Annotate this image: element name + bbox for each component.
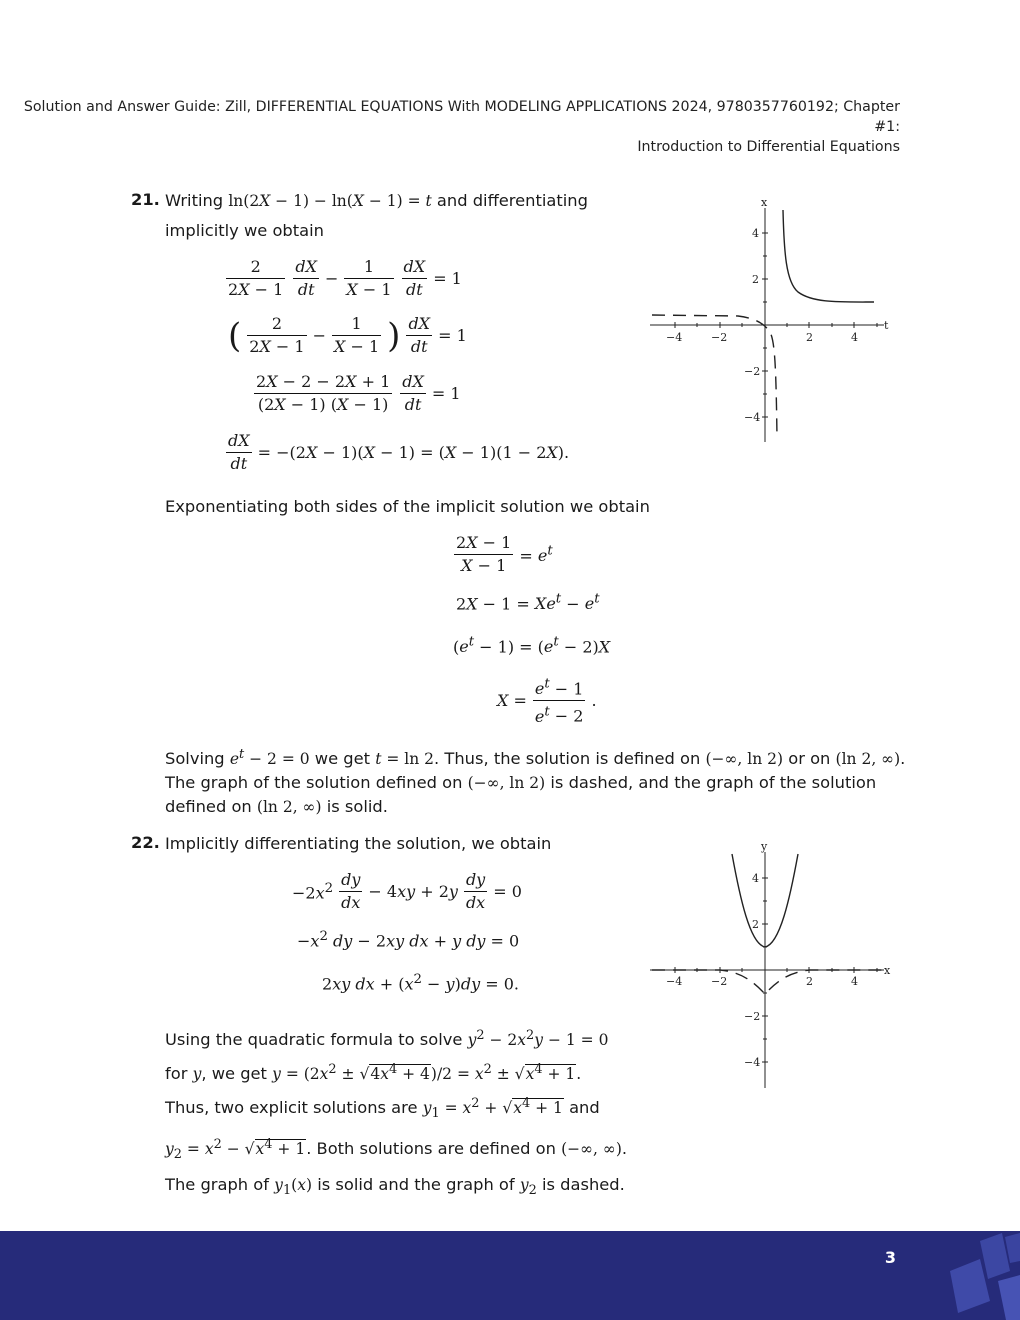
problem-21-conclusion: Solving $e^t - 2 = 0$ we get t = ln 2. Thus, the solution is defined on (−∞, ln 2) or on (ln 2, ∞). The graph of the solution defined on (−∞, ln 2) is dashed, and the graph of the solution defined on (ln 2, ∞) is solid.: [165, 747, 906, 817]
graph-21-xtick-4: 4: [851, 331, 858, 344]
graph-22-xtick-3: 2: [806, 975, 813, 988]
graph-22-xtick-1: −4: [666, 975, 683, 988]
graph-22-ytick-3: −2: [744, 1010, 761, 1023]
problem-21-equation-1: $\frac{2}{2X - 1}$ $\frac{dX}{dt}$ − $\frac{1}{X - 1}$ $\frac{dX}{dt}$ = 1: [228, 257, 462, 299]
graph-21-x-label: x: [761, 196, 768, 209]
graph-21-ytick-2: 2: [752, 273, 759, 286]
graph-21-solid-curve: [783, 210, 874, 302]
graph-22-dashed-curve: [652, 970, 882, 994]
problem-21-equation-5: $\frac{2X - 1}{X - 1}$ = $e^t$: [456, 533, 553, 575]
graph-21-ytick-4: −4: [744, 411, 761, 424]
page-header: [20, 97, 900, 157]
problem-22-graph: [648, 838, 898, 1090]
problem-22-number: 22.: [131, 833, 160, 852]
graph-21-xtick-2: −2: [711, 331, 728, 344]
graph-22-ytick-1: 4: [752, 872, 759, 885]
page-footer: [0, 1231, 1020, 1320]
graph-22-xtick-4: 4: [851, 975, 858, 988]
header-line-1: Solution and Answer Guide: Zill, DIFFERENTIAL EQUATIONS With MODELING APPLICATIONS 2024, 9780357760192; Chapter #1:: [23, 99, 900, 135]
graph-22-x-label: x: [884, 964, 891, 977]
problem-22-equation-2: $-x^2$ dy − 2xy dx + y dy = 0: [297, 929, 520, 951]
problem-22-intro: Implicitly differentiating the solution, we obtain: [165, 834, 552, 853]
problem-22-equation-3: 2xy dx + $(x^2 - y)dy = 0$.: [322, 972, 519, 994]
graph-22-ytick-4: −4: [744, 1056, 761, 1069]
graph-22-y-label: y: [761, 840, 768, 853]
problem-21-number: 21.: [131, 190, 160, 209]
page-number: 3: [884, 1248, 896, 1267]
graph-21-xtick-3: 2: [806, 331, 813, 344]
problem-21-equation-7: $(e^t - 1) = (e^t - 2)X$: [453, 635, 611, 657]
problem-22-conclusion: Using the quadratic formula to solve $y^2 - 2x^2y - 1 = 0$ for y, we get $y = (2x^2 \pm √4x^4 + 4)/2 = x^2 \pm √x^4 + 1$. Thus, two explicit solutions are $y_1 = x^2 + √x^4 + 1$ and $y_2 = x^2 - √x^4 + 1$. Both solutions are defined on (−∞, ∞). The graph of $y_1(x)$ is solid and the graph of $y_2$ is dashed.: [165, 1028, 628, 1198]
publisher-logo: [950, 1231, 1020, 1320]
graph-21-t-label: t: [884, 319, 889, 332]
problem-21-graph: [648, 192, 898, 444]
problem-21-equation-2: ( $\frac{2}{2X - 1}$ − $\frac{1}{X - 1}$ ) $\frac{dX}{dt}$ = 1: [228, 314, 467, 356]
problem-21-equation-3: $\frac{2X - 2 - 2X + 1}{(2X - 1) (X - 1)}$ $\frac{dX}{dt}$ = 1: [256, 372, 461, 414]
problem-21-equation-4: $\frac{dX}{dt}$ = −(2X − 1)(X − 1) = (X − 1)(1 − 2X).: [228, 431, 570, 473]
header-line-2: Introduction to Differential Equations: [637, 139, 900, 155]
problem-22-equation-1: $-2x^2$ $\frac{dy}{dx}$ − 4xy + 2y $\frac{dy}{dx}$ = 0: [292, 870, 522, 912]
problem-21-equation-8: X = $\frac{e^t - 1}{e^t - 2}$ .: [497, 674, 597, 728]
problem-21-intro: Writing ln(2X − 1) − ln(X − 1) = t and differentiating: [165, 191, 588, 210]
graph-21-xtick-1: −4: [666, 331, 683, 344]
graph-21-ytick-1: 4: [752, 227, 759, 240]
problem-21-equation-6: $2X - 1 = Xe^t - e^t$: [456, 592, 600, 614]
graph-22-xtick-2: −2: [711, 975, 728, 988]
graph-21-ytick-3: −2: [744, 365, 761, 378]
graph-22-ytick-2: 2: [752, 918, 759, 931]
problem-21-exponentiating: Exponentiating both sides of the implicit solution we obtain: [165, 497, 650, 516]
problem-21-intro-cont: implicitly we obtain: [165, 221, 324, 240]
